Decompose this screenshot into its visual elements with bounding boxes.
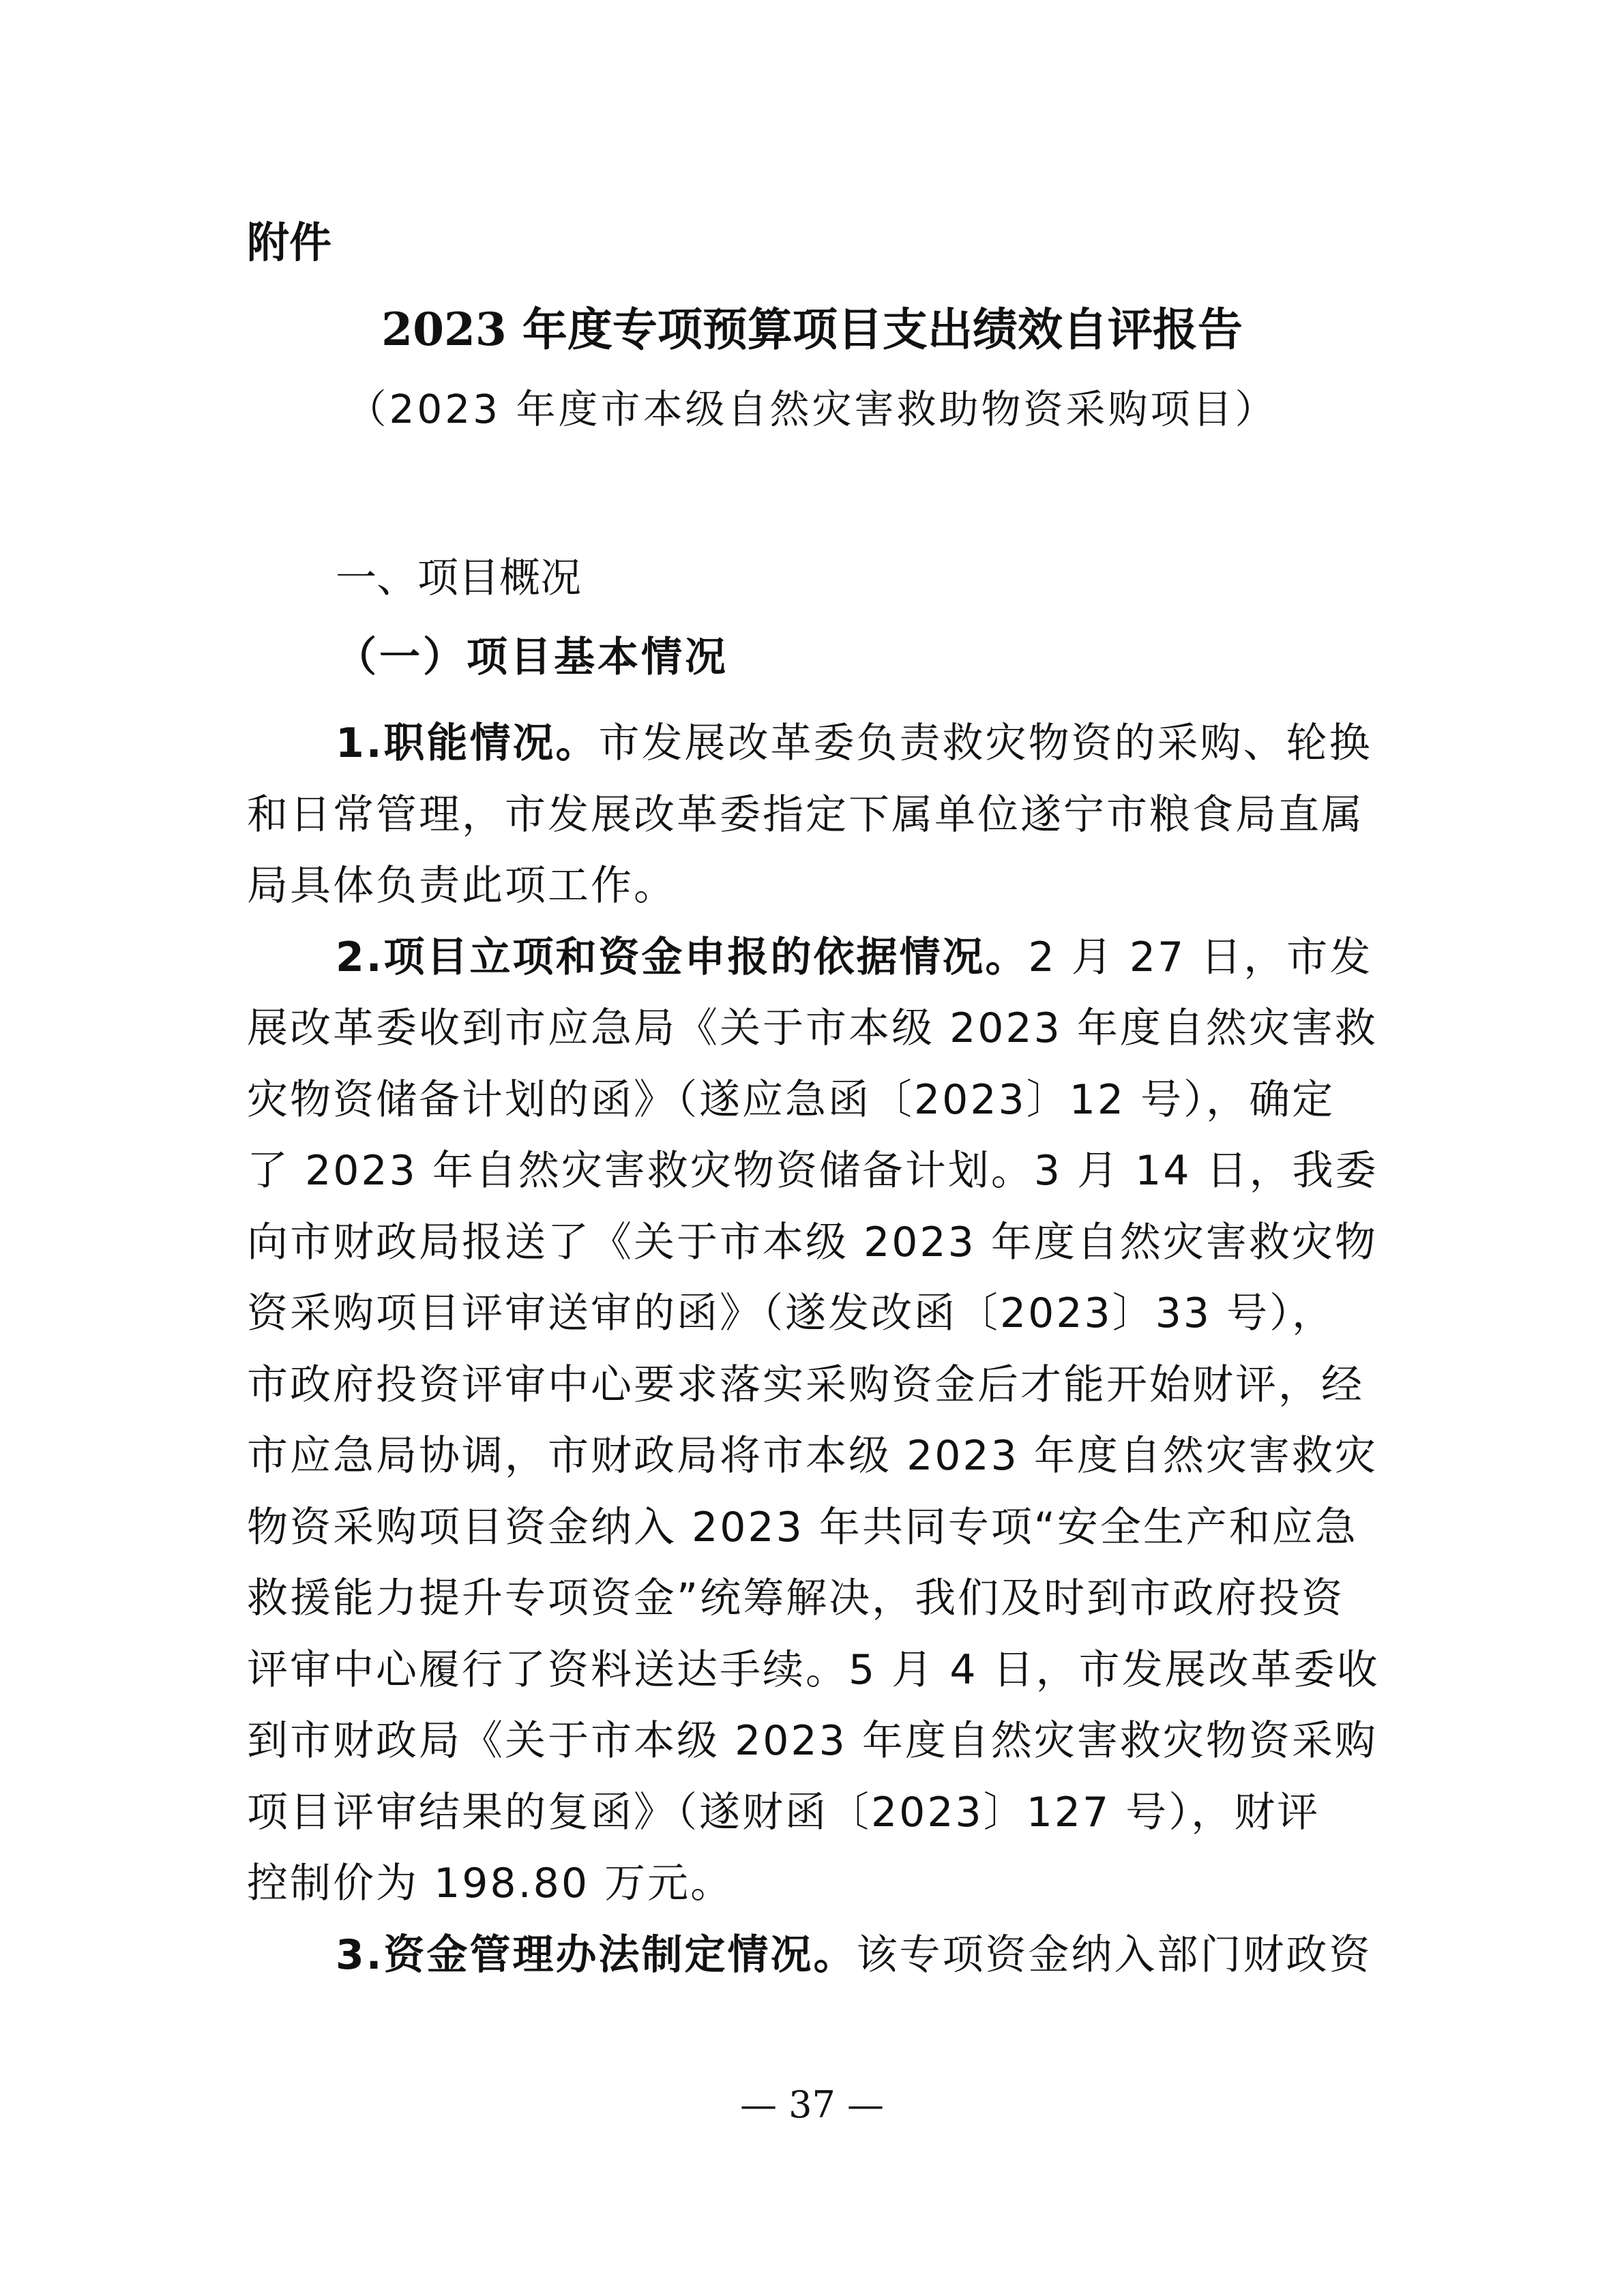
section-heading: 一、项目概况 bbox=[336, 554, 581, 602]
page-number: — 37 — bbox=[739, 2083, 885, 2126]
paragraph-lead: 1.职能情况。 bbox=[336, 719, 599, 767]
paragraph-line: 展改革委收到市应急局《关于市本级 2023 年度自然灾害救 bbox=[247, 1004, 1378, 1052]
subsection-heading: （一）项目基本情况 bbox=[336, 633, 728, 681]
report-title: 2023 年度专项预算项目支出绩效自评报告 bbox=[381, 303, 1243, 356]
paragraph-text: 市发展改革委负责救灾物资的采购、轮换 bbox=[598, 719, 1372, 767]
paragraph-line bbox=[247, 1920, 1379, 1991]
paragraph-line: 向市财政局报送了《关于市本级 2023 年度自然灾害救灾物 bbox=[247, 1218, 1378, 1266]
body-text bbox=[247, 708, 1379, 1991]
paragraph-line: 资采购项目评审送审的函》（遂发改函〔2023〕33 号）， bbox=[247, 1289, 1335, 1337]
paragraph-text: 该专项资金纳入部门财政资 bbox=[856, 1930, 1372, 1979]
paragraph-line: 物资采购项目资金纳入 2023 年共同专项“安全生产和应急 bbox=[247, 1503, 1358, 1551]
paragraph-line: 控制价为 198.80 万元。 bbox=[247, 1860, 734, 1907]
paragraph-line: 和日常管理，市发展改革委指定下属单位遂宁市粮食局直属 bbox=[247, 790, 1364, 839]
paragraph-line: 市应急局协调，市财政局将市本级 2023 年度自然灾害救灾 bbox=[247, 1432, 1378, 1480]
paragraph-line: 了 2023 年自然灾害救灾物资储备计划。3 月 14 日，我委 bbox=[247, 1147, 1378, 1195]
paragraph-line: 评审中心履行了资料送达手续。5 月 4 日，市发展改革委收 bbox=[247, 1645, 1380, 1694]
paragraph-lead: 3.资金管理办法制定情况。 bbox=[336, 1930, 857, 1979]
paragraph-line: 市政府投资评审中心要求落实采购资金后才能开始财评，经 bbox=[247, 1360, 1364, 1409]
paragraph-lead: 2.项目立项和资金申报的依据情况。 bbox=[336, 933, 1029, 981]
paragraph-line: 到市财政局《关于市本级 2023 年度自然灾害救灾物资采购 bbox=[247, 1717, 1378, 1765]
paragraph-line bbox=[247, 708, 1379, 779]
attachment-label: 附件 bbox=[247, 218, 332, 267]
paragraph-line: 局具体负责此项工作。 bbox=[247, 862, 677, 910]
paragraph-line: 救援能力提升专项资金”统筹解决，我们及时到市政府投资 bbox=[247, 1575, 1345, 1622]
paragraph-line: 灾物资储备计划的函》（遂应急函〔2023〕12 号），确定 bbox=[247, 1075, 1335, 1124]
report-subtitle: （2023 年度市本级自然灾害救助物资采购项目） bbox=[346, 386, 1278, 432]
paragraph-text: 2 月 27 日，市发 bbox=[1028, 933, 1373, 981]
paragraph-line: 项目评审结果的复函》（遂财函〔2023〕127 号），财评 bbox=[247, 1788, 1320, 1836]
paragraph-line bbox=[247, 922, 1379, 994]
